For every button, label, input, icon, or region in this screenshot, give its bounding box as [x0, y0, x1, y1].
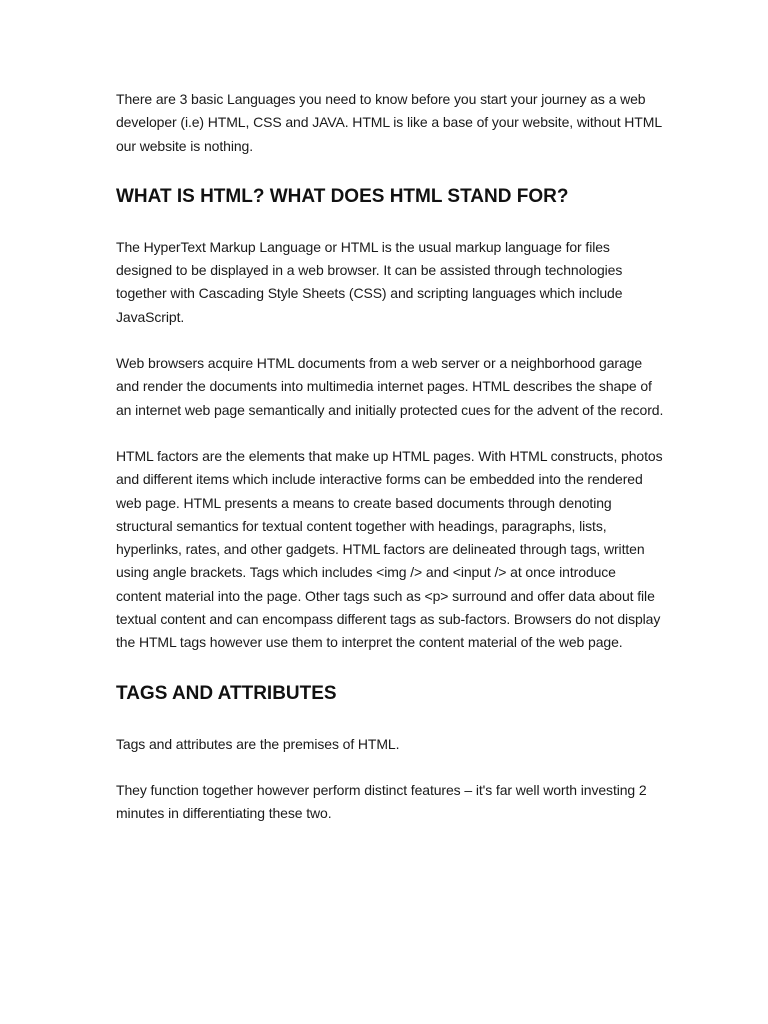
section-heading-what-is-html: WHAT IS HTML? WHAT DOES HTML STAND FOR?	[116, 185, 569, 207]
paragraph: The HyperText Markup Language or HTML is the usual markup language for files designed to be displayed in a web browser. It can be assisted through technologies together with Cascading Style Sheets (CSS) and scripting languages which include JavaScript.	[116, 238, 623, 325]
paragraph: HTML factors are the elements that make up HTML pages. With HTML constructs, photos and different items which include interactive forms can be embedded into the rendered web page. HTML presents a means to create based documents through denoting structural semantics for textual content together with headings, paragraphs, lists, hyperlinks, rates, and other gadgets. HTML factors are delineated through tags, written using angle brackets. Tags which includes <img /> and <input /> at once introduce content material into the page. Other tags such as <p> surround and offer data about file textual content and can encompass different tags as sub-factors. Browsers do not display the HTML tags however use them to interpret the content material of the web page.	[116, 447, 663, 651]
document-page	[116, 88, 664, 826]
paragraph: They function together however perform distinct features – it's far well worth investing 2 minutes in differentiating these two.	[116, 781, 647, 822]
paragraph: Tags and attributes are the premises of HTML.	[116, 735, 400, 752]
paragraph: Web browsers acquire HTML documents from a web server or a neighborhood garage and render the documents into multimedia internet pages. HTML describes the shape of an internet web page semantically and initially protected cues for the advent of the record.	[116, 355, 664, 418]
intro-paragraph: There are 3 basic Languages you need to know before you start your journey as a web developer (i.e) HTML, CSS and JAVA. HTML is like a base of your website, without HTML our website is nothing.	[116, 91, 662, 154]
section-heading-tags-and-attributes: TAGS AND ATTRIBUTES	[116, 682, 337, 704]
